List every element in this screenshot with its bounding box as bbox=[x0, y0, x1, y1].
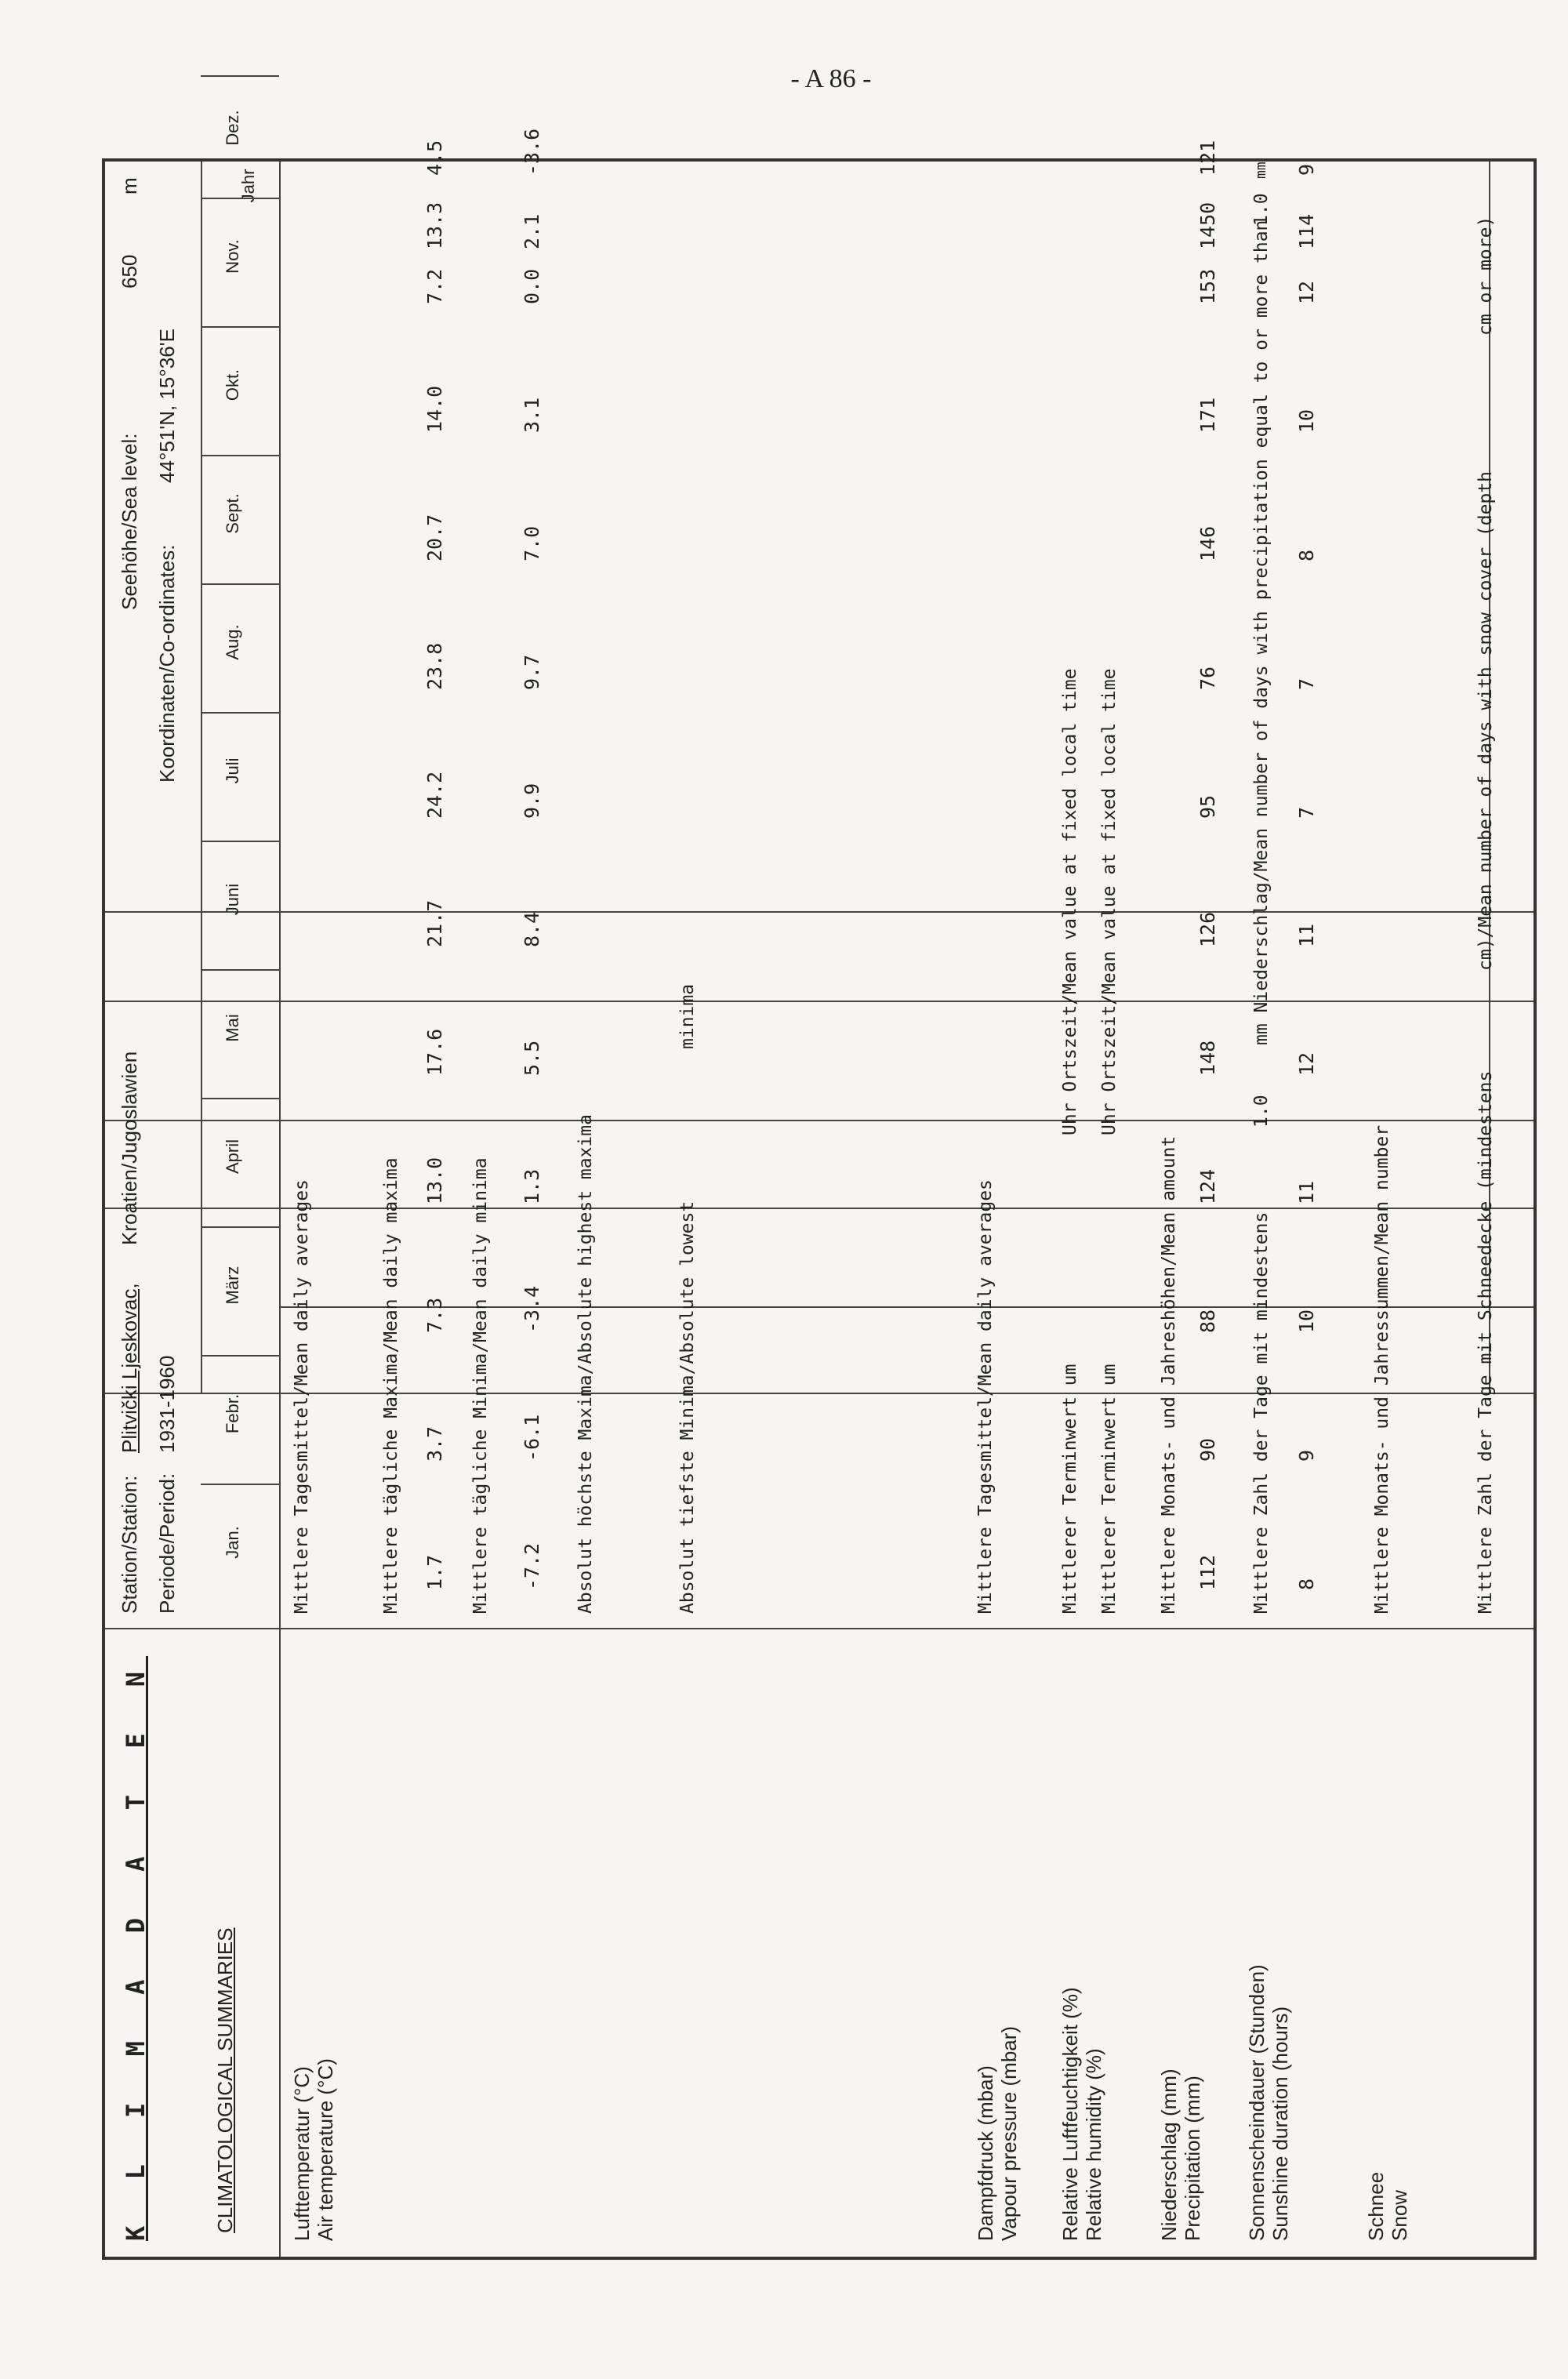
sunshine-section-line bbox=[105, 1001, 1534, 1002]
snow-row-label-a: Mittlere Zahl der Tage mit Schneedecke (mindestens bbox=[1475, 1070, 1496, 1614]
precipitation-row-2-label-c: mm Niederschlag/Mean number of days with precipitation equal to or more than bbox=[1251, 220, 1272, 1045]
precip-days-value-3: 11 bbox=[1295, 1180, 1318, 1204]
month-divider bbox=[201, 841, 279, 842]
month-header-11: Dez. bbox=[223, 110, 242, 146]
humidity-label-en: Relative humidity (%) bbox=[1082, 2048, 1105, 2241]
temp-min-value-3: 1.3 bbox=[521, 1168, 543, 1204]
precip-amount-value-1: 90 bbox=[1196, 1437, 1219, 1462]
precip-amount-value-3: 124 bbox=[1196, 1168, 1219, 1204]
precip-amount-value-10: 153 bbox=[1196, 268, 1219, 304]
temperature-row-3-label: Mittlere tägliche Minima/Mean daily minima bbox=[470, 1157, 491, 1614]
month-header-1: Febr. bbox=[223, 1393, 242, 1434]
precip-amount-value-7: 76 bbox=[1196, 666, 1219, 690]
humidity-section-line bbox=[105, 1208, 1534, 1209]
precipitation-label-en: Precipitation (mm) bbox=[1181, 2076, 1204, 2241]
precip-days-value-12: 114 bbox=[1295, 213, 1318, 249]
precip-days-value-7: 7 bbox=[1295, 677, 1318, 690]
precipitation-label-de: Niederschlag (mm) bbox=[1157, 2068, 1181, 2241]
temp-max-value-9: 14.0 bbox=[423, 385, 446, 433]
month-header-8: Sept. bbox=[223, 493, 242, 534]
precip-days-value-6: 7 bbox=[1295, 806, 1318, 819]
month-divider bbox=[201, 1226, 279, 1228]
sunshine-label-en: Sunshine duration (hours) bbox=[1269, 2006, 1292, 2241]
precip-days-value-5: 11 bbox=[1295, 923, 1318, 947]
precipitation-row-2-label-a: Mittlere Zahl der Tage mit mindestens bbox=[1251, 1211, 1272, 1614]
month-divider bbox=[201, 712, 279, 714]
temp-min-value-7: 9.7 bbox=[521, 654, 543, 690]
month-header-7: Aug. bbox=[223, 624, 242, 660]
precip-days-value-0: 8 bbox=[1295, 1578, 1318, 1590]
temperature-row-4-label: Absolut höchste Maxima/Absolute highest maxima bbox=[575, 1114, 596, 1614]
temperature-row-5-label-b: minima bbox=[677, 983, 698, 1049]
station-label: Station/Station: bbox=[118, 1475, 141, 1614]
sunshine-label-de: Sonnenscheindauer (Stunden) bbox=[1245, 1964, 1269, 2241]
precip-amount-value-12: 1450 bbox=[1196, 202, 1219, 249]
temp-max-value-6: 24.2 bbox=[423, 771, 446, 819]
humidity-label-de: Relative Luftfeuchtigkeit (%) bbox=[1058, 1987, 1082, 2241]
temp-min-value-11: -3.6 bbox=[521, 128, 543, 176]
precip-amount-value-4: 148 bbox=[1196, 1040, 1219, 1076]
vapour-label-de: Dampfdruck (mbar) bbox=[974, 2065, 997, 2241]
snow-row-label-b: cm)/Mean number of days with snow cover (depth bbox=[1475, 471, 1496, 971]
temp-max-value-8: 20.7 bbox=[423, 514, 446, 561]
snow-section-line bbox=[105, 911, 1534, 913]
climate-table-sheet bbox=[102, 110, 1537, 2260]
coordinates-label: Koordinaten/Co-ordinates: bbox=[155, 544, 179, 783]
sea-level-value: 650 bbox=[118, 254, 141, 289]
humidity-row-2-label-b: Uhr Ortszeit/Mean value at fixed local time bbox=[1099, 668, 1120, 1135]
station-region: Kroatien/Jugoslawien bbox=[118, 1051, 141, 1245]
temp-max-value-5: 21.7 bbox=[423, 899, 446, 947]
snow-label-en: Snow bbox=[1388, 2189, 1411, 2241]
vapour-row-label: Mittlere Tagesmittel/Mean daily averages bbox=[975, 1179, 996, 1614]
temp-max-value-12: 13.3 bbox=[423, 202, 446, 249]
month-header-5: Juni bbox=[223, 883, 242, 916]
temp-min-value-4: 5.5 bbox=[521, 1040, 543, 1076]
temperature-row-2-label: Mittlere tägliche Maxima/Mean daily maxima bbox=[381, 1157, 401, 1614]
humidity-row-1-label-a: Mittlerer Terminwert um bbox=[1060, 1364, 1080, 1614]
temperature-label-en: Air temperature (°C) bbox=[314, 2058, 337, 2241]
precip-days-value-8: 8 bbox=[1295, 549, 1318, 561]
precip-days-value-11: 9 bbox=[1295, 163, 1318, 176]
snow-label-de: Schnee bbox=[1364, 2171, 1388, 2241]
temp-min-value-12: 2.1 bbox=[521, 213, 543, 249]
precip-amount-value-0: 112 bbox=[1196, 1554, 1219, 1590]
period-value: 1931-1960 bbox=[155, 1355, 179, 1453]
label-column-line bbox=[105, 1628, 1534, 1629]
month-divider bbox=[201, 75, 279, 77]
temperature-row-5-label-a: Absolut tiefste Minima/Absolute lowest bbox=[677, 1200, 698, 1614]
precip-amount-value-9: 171 bbox=[1196, 397, 1219, 433]
temp-max-value-3: 13.0 bbox=[423, 1157, 446, 1204]
temperature-section-line bbox=[105, 1393, 1534, 1394]
temp-max-value-11: 4.5 bbox=[423, 140, 446, 176]
precip-amount-value-6: 95 bbox=[1196, 794, 1219, 819]
temp-max-value-7: 23.8 bbox=[423, 642, 446, 690]
month-divider bbox=[201, 326, 279, 328]
precipitation-row-2-label-d: 1.0 bbox=[1251, 193, 1272, 226]
period-label: Periode/Period: bbox=[155, 1473, 179, 1614]
header-divider-line bbox=[279, 162, 281, 2257]
month-header-top-line bbox=[201, 162, 202, 1394]
month-divider bbox=[201, 583, 279, 585]
precip-days-value-2: 10 bbox=[1295, 1309, 1318, 1333]
temp-min-value-0: -7.2 bbox=[521, 1542, 543, 1590]
month-header-10: Nov. bbox=[223, 239, 242, 274]
precip-days-value-4: 12 bbox=[1295, 1051, 1318, 1076]
month-divider bbox=[201, 969, 279, 971]
precip-amount-value-8: 146 bbox=[1196, 525, 1219, 561]
table-title: K L I M A D A T E N bbox=[121, 1655, 151, 2241]
month-divider bbox=[201, 198, 279, 199]
temp-max-value-2: 7.3 bbox=[423, 1297, 446, 1333]
sea-level-unit: m bbox=[118, 177, 141, 194]
month-divider bbox=[201, 1098, 279, 1099]
station-name: Plitvički Ljeskovac, bbox=[118, 1283, 141, 1453]
month-header-2: März bbox=[223, 1266, 242, 1305]
precip-days-value-10: 12 bbox=[1295, 280, 1318, 304]
month-header-6: Juli bbox=[223, 757, 242, 784]
precipitation-row-1-label: Mittlere Monats- und Jahreshöhen/Mean amount bbox=[1159, 1135, 1179, 1614]
temp-max-value-0: 1.7 bbox=[423, 1554, 446, 1590]
precip-amount-value-11: 121 bbox=[1196, 140, 1219, 176]
precipitation-row-2-label-e: mm bbox=[1253, 162, 1269, 179]
page-number: - A 86 - bbox=[790, 64, 872, 93]
temp-min-value-1: -6.1 bbox=[521, 1414, 543, 1462]
precip-days-value-1: 9 bbox=[1295, 1449, 1318, 1462]
month-divider bbox=[201, 1484, 279, 1485]
month-header-9: Okt. bbox=[223, 369, 242, 401]
temp-min-value-10: 0.0 bbox=[521, 268, 543, 304]
precipitation-section-line bbox=[105, 1120, 1534, 1121]
month-divider bbox=[201, 1355, 279, 1357]
month-header-12: Jahr bbox=[238, 169, 258, 203]
month-header-4: Mai bbox=[223, 1014, 242, 1042]
temp-max-value-4: 17.6 bbox=[423, 1028, 446, 1076]
temperature-label-de: Lufttemperatur (°C) bbox=[290, 2066, 314, 2241]
temperature-row-1-label: Mittlere Tagesmittel/Mean daily averages bbox=[292, 1179, 312, 1614]
vapour-label-en: Vapour pressure (mbar) bbox=[997, 2025, 1021, 2241]
temp-min-value-9: 3.1 bbox=[521, 397, 543, 433]
vapour-section-line bbox=[279, 1306, 1534, 1308]
temp-min-value-2: -3.4 bbox=[521, 1285, 543, 1333]
table-subtitle: CLIMATOLOGICAL SUMMARIES bbox=[213, 1927, 237, 2233]
snow-row-label-c: cm or more) bbox=[1475, 216, 1496, 336]
precip-amount-value-2: 88 bbox=[1196, 1309, 1219, 1333]
month-header-0: Jan. bbox=[223, 1526, 242, 1559]
precip-amount-value-5: 126 bbox=[1196, 911, 1219, 947]
humidity-row-1-label-b: Uhr Ortszeit/Mean value at fixed local time bbox=[1060, 668, 1080, 1135]
sea-level-label: Seehöhe/Sea level: bbox=[118, 433, 141, 610]
precipitation-row-2-label-b: 1.0 bbox=[1251, 1095, 1272, 1128]
climate-table bbox=[102, 110, 1537, 2260]
precip-days-value-9: 10 bbox=[1295, 409, 1318, 433]
temp-max-value-10: 7.2 bbox=[423, 268, 446, 304]
temp-min-value-5: 8.4 bbox=[521, 911, 543, 947]
coordinates-value: 44°51'N, 15°36'E bbox=[155, 329, 179, 483]
temp-min-value-6: 9.9 bbox=[521, 783, 543, 819]
temp-min-value-8: 7.0 bbox=[521, 525, 543, 561]
sunshine-row-label: Mittlere Monats- und Jahressummen/Mean number bbox=[1372, 1124, 1392, 1614]
month-header-3: April bbox=[223, 1139, 242, 1175]
temp-max-value-1: 3.7 bbox=[423, 1426, 446, 1462]
month-divider bbox=[201, 455, 279, 456]
humidity-row-2-label-a: Mittlerer Terminwert um bbox=[1099, 1364, 1120, 1614]
